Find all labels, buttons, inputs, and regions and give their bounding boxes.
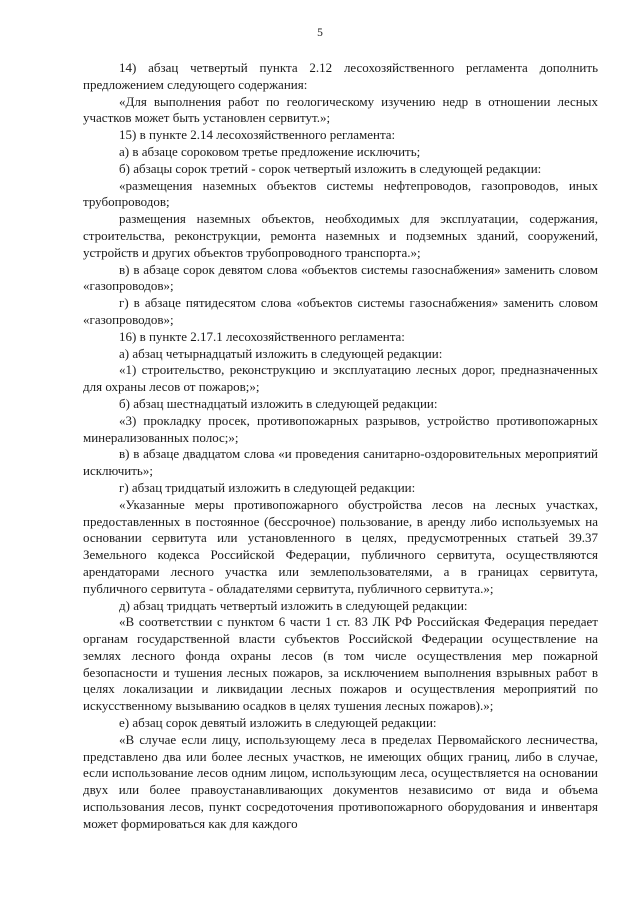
paragraph-16-g: г) абзац тридцатый изложить в следующей редакции: bbox=[119, 479, 416, 495]
paragraph-16-v: в) в абзаце двадцатом слова «и проведения санитарно-оздоровительных мероприятий исключить»; bbox=[83, 446, 598, 479]
paragraph-15-a: а) в абзаце сороковом третье предложение исключить; bbox=[119, 143, 421, 159]
paragraph-16-d: д) абзац тридцать четвертый изложить в следующей редакции: bbox=[119, 597, 468, 613]
paragraph-14-quote: «Для выполнения работ по геологическому изучению недр в отношении лесных участков может быть установлен сервитут.»; bbox=[83, 93, 598, 126]
paragraph-16-g-quote: «Указанные меры противопожарного обустройства лесов на лесных участках, предоставленных в постоянное (бессрочное) пользование, в аренду либо используемых на основании сервитута или установленного в целях, предусмотренных статьей 39.37 Земельного кодекса Российской Федерации, публичного сервитута, осуществляются арендаторами лесного участка или землепользователями, а в границах сервитута, публичного сервитута - обладателями сервитута, публичного сервитута.»; bbox=[83, 496, 598, 596]
paragraph-15-b-quote-2: размещения наземных объектов, необходимых для эксплуатации, содержания, строительства, реконструкции, ремонта наземных и подземных зданий, сооружений, устройств и других объектов трубопроводного транспорта.»; bbox=[83, 211, 598, 260]
paragraph-15-b: б) абзацы сорок третий - сорок четвертый изложить в следующей редакции: bbox=[119, 160, 542, 176]
paragraph-15-b-quote-1: «размещения наземных объектов системы нефтепроводов, газопроводов, иных трубопроводов; bbox=[83, 177, 598, 210]
page-number: 5 bbox=[317, 27, 323, 39]
paragraph-16-b: б) абзац шестнадцатый изложить в следующей редакции: bbox=[119, 395, 438, 411]
paragraph-16-a: а) абзац четырнадцатый изложить в следующей редакции: bbox=[119, 345, 443, 361]
paragraph-15-g: г) в абзаце пятидесятом слова «объектов системы газоснабжения» заменить словом «газопроводов»; bbox=[83, 295, 598, 327]
paragraph-16-b-quote: «3) прокладку просек, противопожарных разрывов, устройство противопожарных минерализованных полос;»; bbox=[83, 412, 598, 445]
paragraph-14-intro: 14) абзац четвертый пункта 2.12 лесохозяйственного регламента дополнить предложением следующего содержания: bbox=[83, 60, 598, 92]
paragraph-16-e: е) абзац сорок девятый изложить в следующей редакции: bbox=[119, 715, 437, 731]
paragraph-16-e-quote: «В случае если лицу, использующему леса в пределах Первомайского лесничества, представлено два или более лесных участков, не имеющих общих границ, либо в случае, если использование лесов одним лицом, использующим леса, осуществляется на основании двух или более правоустанавливающих документов независимо от вида и объема использования лесов, пункт сосредоточения противопожарного оборудования и инвентаря может формироваться как для каждого bbox=[83, 731, 598, 831]
paragraph-15-v: в) в абзаце сорок девятом слова «объектов системы газоснабжения» заменить словом «газопроводов»; bbox=[83, 261, 598, 294]
paragraph-16-a-quote: «1) строительство, реконструкцию и эксплуатацию лесных дорог, предназначенных для охраны лесов от пожаров;»; bbox=[83, 362, 598, 395]
paragraph-16-d-quote: «В соответствии с пунктом 6 части 1 ст. 83 ЛК РФ Российская Федерация передает органам государственной власти субъектов Российской Федерации осуществление на землях лесного фонда охраны лесов (в том числе осуществления мер пожарной безопасности и тушения лесных пожаров, за исключением выполнения взрывных работ в целях локализации и ликвидации лесных пожаров и осуществления мероприятий по искусственному вызыванию осадков в целях тушения лесных пожаров).»; bbox=[83, 614, 598, 714]
document-body bbox=[83, 60, 598, 833]
paragraph-15-intro: 15) в пункте 2.14 лесохозяйственного регламента: bbox=[119, 127, 396, 143]
paragraph-16-intro: 16) в пункте 2.17.1 лесохозяйственного регламента: bbox=[119, 328, 405, 344]
